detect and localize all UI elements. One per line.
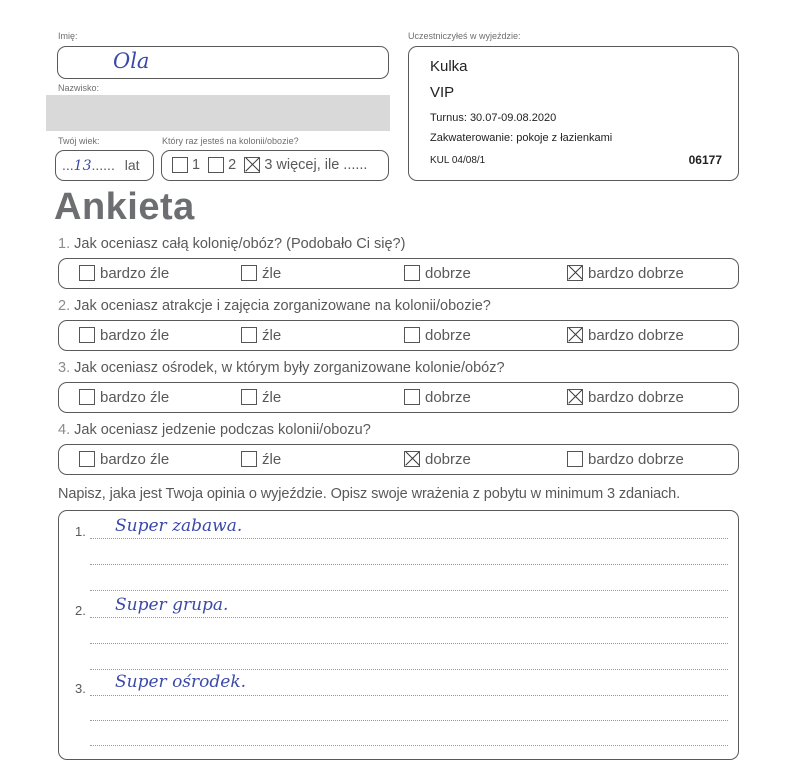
q3-option-bardzo-dobrze[interactable] <box>567 388 684 406</box>
q2-option-bardzo-zle[interactable] <box>79 326 169 344</box>
ruled-line <box>90 617 728 618</box>
q2-checkbox-zle[interactable] <box>241 327 257 343</box>
times-opt2-label: 2 <box>228 157 237 174</box>
q4-option-zle[interactable] <box>241 450 281 468</box>
option-label: bardzo dobrze <box>588 264 684 282</box>
times-checkbox-2[interactable] <box>208 157 224 173</box>
question-2-options <box>58 320 739 351</box>
q1-checkbox-bardzo-zle[interactable] <box>79 265 95 281</box>
opinion-entry-3-number: 3. <box>75 681 86 696</box>
ruled-line <box>90 643 728 644</box>
option-label: dobrze <box>425 388 471 406</box>
age-unit: lat <box>124 157 140 173</box>
page-title: Ankieta <box>54 186 195 228</box>
ruled-line <box>90 538 728 539</box>
q2-option-dobrze[interactable] <box>404 326 471 344</box>
q3-checkbox-bardzo-zle[interactable] <box>79 389 95 405</box>
q1-option-zle[interactable] <box>241 264 281 282</box>
opinion-entry-2-number: 2. <box>75 603 86 618</box>
question-4-number: 4. <box>58 422 71 438</box>
option-label: bardzo dobrze <box>588 388 684 406</box>
option-label: źle <box>262 264 282 282</box>
trip-turnus: Turnus: 30.07-09.08.2020 <box>430 112 557 124</box>
times-checkbox-3[interactable] <box>244 157 260 173</box>
option-label: bardzo dobrze <box>588 450 684 468</box>
q1-checkbox-bardzo-dobrze[interactable] <box>567 265 583 281</box>
q1-option-dobrze[interactable] <box>404 264 471 282</box>
ruled-line <box>90 720 728 721</box>
ruled-line <box>90 590 728 591</box>
question-4 <box>58 422 371 438</box>
surname-label: Nazwisko: <box>58 83 100 93</box>
q4-option-dobrze[interactable] <box>404 450 471 468</box>
opinion-entry-1-text: Super zabawa. <box>115 516 243 536</box>
times-label: Który raz jesteś na kolonii/obozie? <box>162 136 299 146</box>
question-2-number: 2. <box>58 298 71 314</box>
q1-option-bardzo-dobrze[interactable] <box>567 264 684 282</box>
question-3 <box>58 360 505 376</box>
q2-checkbox-bardzo-zle[interactable] <box>79 327 95 343</box>
times-opt1-label: 1 <box>192 157 201 174</box>
participant-label: Uczestniczyłeś w wyjeździe: <box>408 31 521 41</box>
q3-option-bardzo-zle[interactable] <box>79 388 169 406</box>
trip-name: Kulka <box>430 58 468 75</box>
q4-checkbox-dobrze[interactable] <box>404 451 420 467</box>
trip-box <box>408 46 739 181</box>
opinion-box[interactable] <box>58 510 739 760</box>
trip-code: KUL 04/08/1 <box>430 155 486 166</box>
trip-number: 06177 <box>688 153 722 167</box>
q2-checkbox-dobrze[interactable] <box>404 327 420 343</box>
q2-option-bardzo-dobrze[interactable] <box>567 326 684 344</box>
name-field[interactable] <box>57 46 389 79</box>
option-label: dobrze <box>425 326 471 344</box>
age-dots-after: ...... <box>91 157 115 173</box>
question-3-options <box>58 382 739 413</box>
opinion-prompt: Napisz, jaka jest Twoja opinia o wyjeździe. Opisz swoje wrażenia z pobytu w minimum 3 zdaniach. <box>58 486 681 502</box>
option-label: źle <box>262 326 282 344</box>
name-label: Imię: <box>58 31 78 41</box>
surname-redaction <box>46 95 390 131</box>
opinion-entry-3-text: Super ośrodek. <box>115 672 247 692</box>
q3-checkbox-zle[interactable] <box>241 389 257 405</box>
option-label: bardzo źle <box>100 450 170 468</box>
ruled-line <box>90 669 728 670</box>
option-label: źle <box>262 450 282 468</box>
option-label: dobrze <box>425 264 471 282</box>
q3-checkbox-bardzo-dobrze[interactable] <box>567 389 583 405</box>
question-3-number: 3. <box>58 360 71 376</box>
q2-checkbox-bardzo-dobrze[interactable] <box>567 327 583 343</box>
age-field[interactable] <box>55 150 154 181</box>
question-4-text: Jak oceniasz jedzenie podczas kolonii/obozu? <box>74 422 371 438</box>
trip-package: VIP <box>430 84 455 101</box>
option-label: bardzo źle <box>100 388 170 406</box>
ruled-line <box>90 564 728 565</box>
times-opt3-label: 3 więcej, ile ...... <box>264 157 368 174</box>
question-1-number: 1. <box>58 236 71 252</box>
question-4-options <box>58 444 739 475</box>
q3-checkbox-dobrze[interactable] <box>404 389 420 405</box>
question-2-text: Jak oceniasz atrakcje i zajęcia zorganizowane na kolonii/obozie? <box>74 298 491 314</box>
times-checkbox-1[interactable] <box>172 157 188 173</box>
q3-option-zle[interactable] <box>241 388 281 406</box>
trip-accommodation: Zakwaterowanie: pokoje z łazienkami <box>430 132 613 144</box>
age-row <box>62 157 140 174</box>
ruled-line <box>90 695 728 696</box>
times-row <box>172 157 367 173</box>
option-label: dobrze <box>425 450 471 468</box>
times-field <box>161 150 389 181</box>
option-label: bardzo źle <box>100 264 170 282</box>
age-dots-before: ... <box>62 157 74 173</box>
option-label: bardzo źle <box>100 326 170 344</box>
ruled-line <box>90 745 728 746</box>
question-2 <box>58 298 491 314</box>
q4-checkbox-zle[interactable] <box>241 451 257 467</box>
question-1-text: Jak oceniasz całą kolonię/obóz? (Podobało Ci się?) <box>74 236 406 252</box>
q2-option-zle[interactable] <box>241 326 281 344</box>
q1-checkbox-zle[interactable] <box>241 265 257 281</box>
opinion-entry-1-number: 1. <box>75 524 86 539</box>
q4-checkbox-bardzo-zle[interactable] <box>79 451 95 467</box>
q3-option-dobrze[interactable] <box>404 388 471 406</box>
q4-option-bardzo-zle[interactable] <box>79 450 169 468</box>
age-label: Twój wiek: <box>58 136 100 146</box>
q1-option-bardzo-zle[interactable] <box>79 264 169 282</box>
q4-option-bardzo-dobrze[interactable] <box>567 450 684 468</box>
question-1 <box>58 236 405 252</box>
q1-checkbox-dobrze[interactable] <box>404 265 420 281</box>
name-value: Ola <box>113 49 150 73</box>
option-label: źle <box>262 388 282 406</box>
opinion-entry-2-text: Super grupa. <box>115 595 229 615</box>
question-1-options <box>58 258 739 289</box>
question-3-text: Jak oceniasz ośrodek, w którym były zorganizowane kolonie/obóz? <box>74 360 505 376</box>
q4-checkbox-bardzo-dobrze[interactable] <box>567 451 583 467</box>
age-value: 13 <box>73 158 92 174</box>
option-label: bardzo dobrze <box>588 326 684 344</box>
